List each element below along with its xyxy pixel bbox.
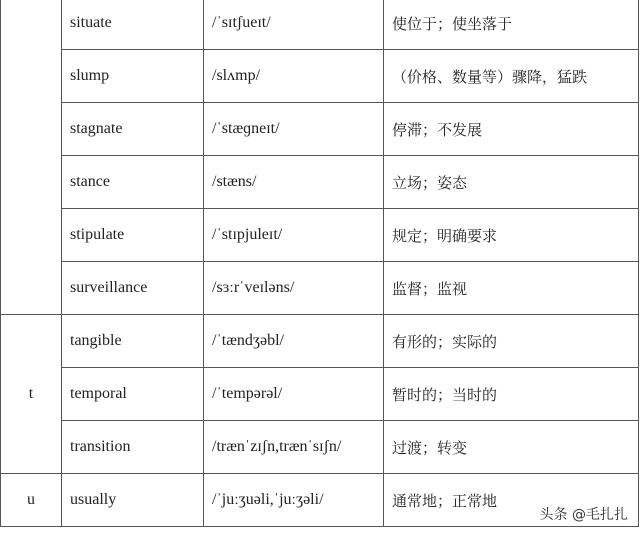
meaning-cell: 监督；监视 (384, 262, 639, 315)
meaning-cell: 过渡；转变 (384, 421, 639, 474)
word-cell: stipulate (62, 209, 204, 262)
phonetic-cell: /ˈjuːʒuəli,ˈjuːʒəli/ (204, 474, 384, 527)
table-row (1, 50, 639, 103)
table-row (1, 209, 639, 262)
table-row (1, 0, 639, 50)
phonetic-cell: /slʌmp/ (204, 50, 384, 103)
meaning-cell: （价格、数量等）骤降，猛跌 (384, 50, 639, 103)
phonetic-cell: /stæns/ (204, 156, 384, 209)
letter-cell: t (1, 315, 62, 474)
meaning-cell: 停滞；不发展 (384, 103, 639, 156)
letter-cell: u (1, 474, 62, 527)
word-cell: usually (62, 474, 204, 527)
word-cell: tangible (62, 315, 204, 368)
word-cell: temporal (62, 368, 204, 421)
meaning-cell: 通常地；正常地 (384, 474, 639, 527)
meaning-cell: 暂时的；当时的 (384, 368, 639, 421)
phonetic-cell: /trænˈzɪʃn,trænˈsɪʃn/ (204, 421, 384, 474)
table-row (1, 103, 639, 156)
phonetic-cell: /ˈtændʒəbl/ (204, 315, 384, 368)
phonetic-cell: /ˈstɪpjuleɪt/ (204, 209, 384, 262)
word-cell: stance (62, 156, 204, 209)
table-row (1, 315, 639, 368)
word-cell: situate (62, 0, 204, 50)
meaning-cell: 规定；明确要求 (384, 209, 639, 262)
word-cell: slump (62, 50, 204, 103)
word-cell: surveillance (62, 262, 204, 315)
meaning-cell: 有形的；实际的 (384, 315, 639, 368)
table-row (1, 368, 639, 421)
meaning-cell: 立场；姿态 (384, 156, 639, 209)
watermark-text: 头条 @毛扎扎 (539, 507, 628, 523)
table-row (1, 421, 639, 474)
phonetic-cell: /ˈsɪtʃueɪt/ (204, 0, 384, 50)
table-row (1, 156, 639, 209)
table-row (1, 262, 639, 315)
phonetic-cell: /sɜːrˈveɪləns/ (204, 262, 384, 315)
word-cell: transition (62, 421, 204, 474)
meaning-cell: 使位于；使坐落于 (384, 0, 639, 50)
phonetic-cell: /ˈstæɡneɪt/ (204, 103, 384, 156)
phonetic-cell: /ˈtempərəl/ (204, 368, 384, 421)
word-cell: stagnate (62, 103, 204, 156)
letter-cell (1, 0, 62, 315)
